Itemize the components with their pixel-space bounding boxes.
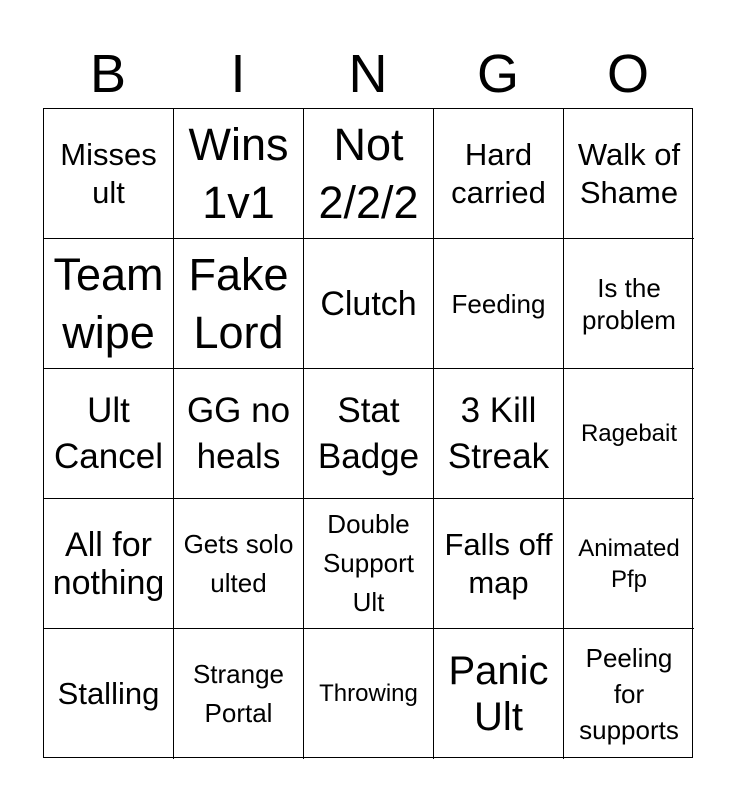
cell-label: Team wipe (53, 248, 164, 358)
cell-label: Throwing (319, 680, 418, 707)
bingo-cell-r3-c4[interactable] (434, 369, 564, 499)
bingo-cell-r3-c2[interactable] (174, 369, 304, 499)
bingo-cell-r1-c2[interactable] (174, 109, 304, 239)
cell-label: Ragebait (580, 419, 678, 447)
bingo-cell-r4-c1[interactable] (44, 499, 174, 629)
bingo-cell-r1-c3[interactable] (304, 109, 434, 239)
bingo-cell-r3-c1[interactable] (44, 369, 174, 499)
bingo-cell-r5-c2[interactable] (174, 629, 304, 759)
cell-label: Fake Lord (188, 248, 289, 358)
bingo-cell-r2-c2[interactable] (174, 239, 304, 369)
bingo-cell-r5-c3[interactable] (304, 629, 434, 759)
cell-label: Falls off map (444, 526, 553, 600)
bingo-cell-r4-c5[interactable] (564, 499, 694, 629)
header-letter-i: I (230, 44, 246, 104)
cell-label: Double Support Ult (322, 509, 415, 617)
cell-label: Misses ult (60, 136, 157, 210)
cell-label: Walk of Shame (577, 136, 681, 210)
bingo-cell-r3-c3[interactable] (304, 369, 434, 499)
cell-label: Ult Cancel (54, 390, 163, 476)
bingo-cell-r3-c5[interactable] (564, 369, 694, 499)
bingo-header (43, 40, 693, 108)
bingo-cell-r2-c5[interactable] (564, 239, 694, 369)
cell-label: Not 2/2/2 (318, 118, 419, 228)
cell-label: Wins 1v1 (188, 118, 289, 228)
bingo-cell-r2-c1[interactable] (44, 239, 174, 369)
cell-label: Feeding (451, 288, 546, 319)
header-letter-n: N (348, 44, 388, 104)
header-letter-b: B (89, 44, 127, 104)
cell-label: Stat Badge (317, 390, 420, 476)
header-letter-o: O (606, 44, 649, 104)
bingo-cell-r4-c3[interactable] (304, 499, 434, 629)
bingo-cell-r5-c5[interactable] (564, 629, 694, 759)
cell-label: Panic Ult (448, 649, 549, 739)
bingo-cell-r2-c4[interactable] (434, 239, 564, 369)
cell-label: Is the problem (582, 272, 676, 335)
cell-label: Clutch (320, 284, 417, 323)
cell-label: Stalling (57, 676, 160, 711)
cell-label: All for nothing (52, 525, 165, 602)
cell-label: Strange Portal (192, 659, 285, 728)
bingo-board (43, 108, 693, 758)
header-letter-g: G (476, 44, 519, 104)
bingo-cell-r2-c3[interactable] (304, 239, 434, 369)
cell-label: Gets solo ulted (183, 528, 294, 598)
cell-label: Hard carried (451, 136, 546, 210)
bingo-cell-r1-c4[interactable] (434, 109, 564, 239)
cell-label: Animated Pfp (578, 534, 680, 593)
cell-label: GG no heals (186, 390, 291, 476)
bingo-cell-r5-c1[interactable] (44, 629, 174, 759)
cell-label: 3 Kill Streak (447, 390, 550, 476)
bingo-cell-r1-c5[interactable] (564, 109, 694, 239)
bingo-cell-r1-c1[interactable] (44, 109, 174, 239)
bingo-cell-r4-c4[interactable] (434, 499, 564, 629)
bingo-cell-r5-c4[interactable] (434, 629, 564, 759)
bingo-cell-r4-c2[interactable] (174, 499, 304, 629)
cell-label: Peeling for supports (579, 643, 679, 745)
